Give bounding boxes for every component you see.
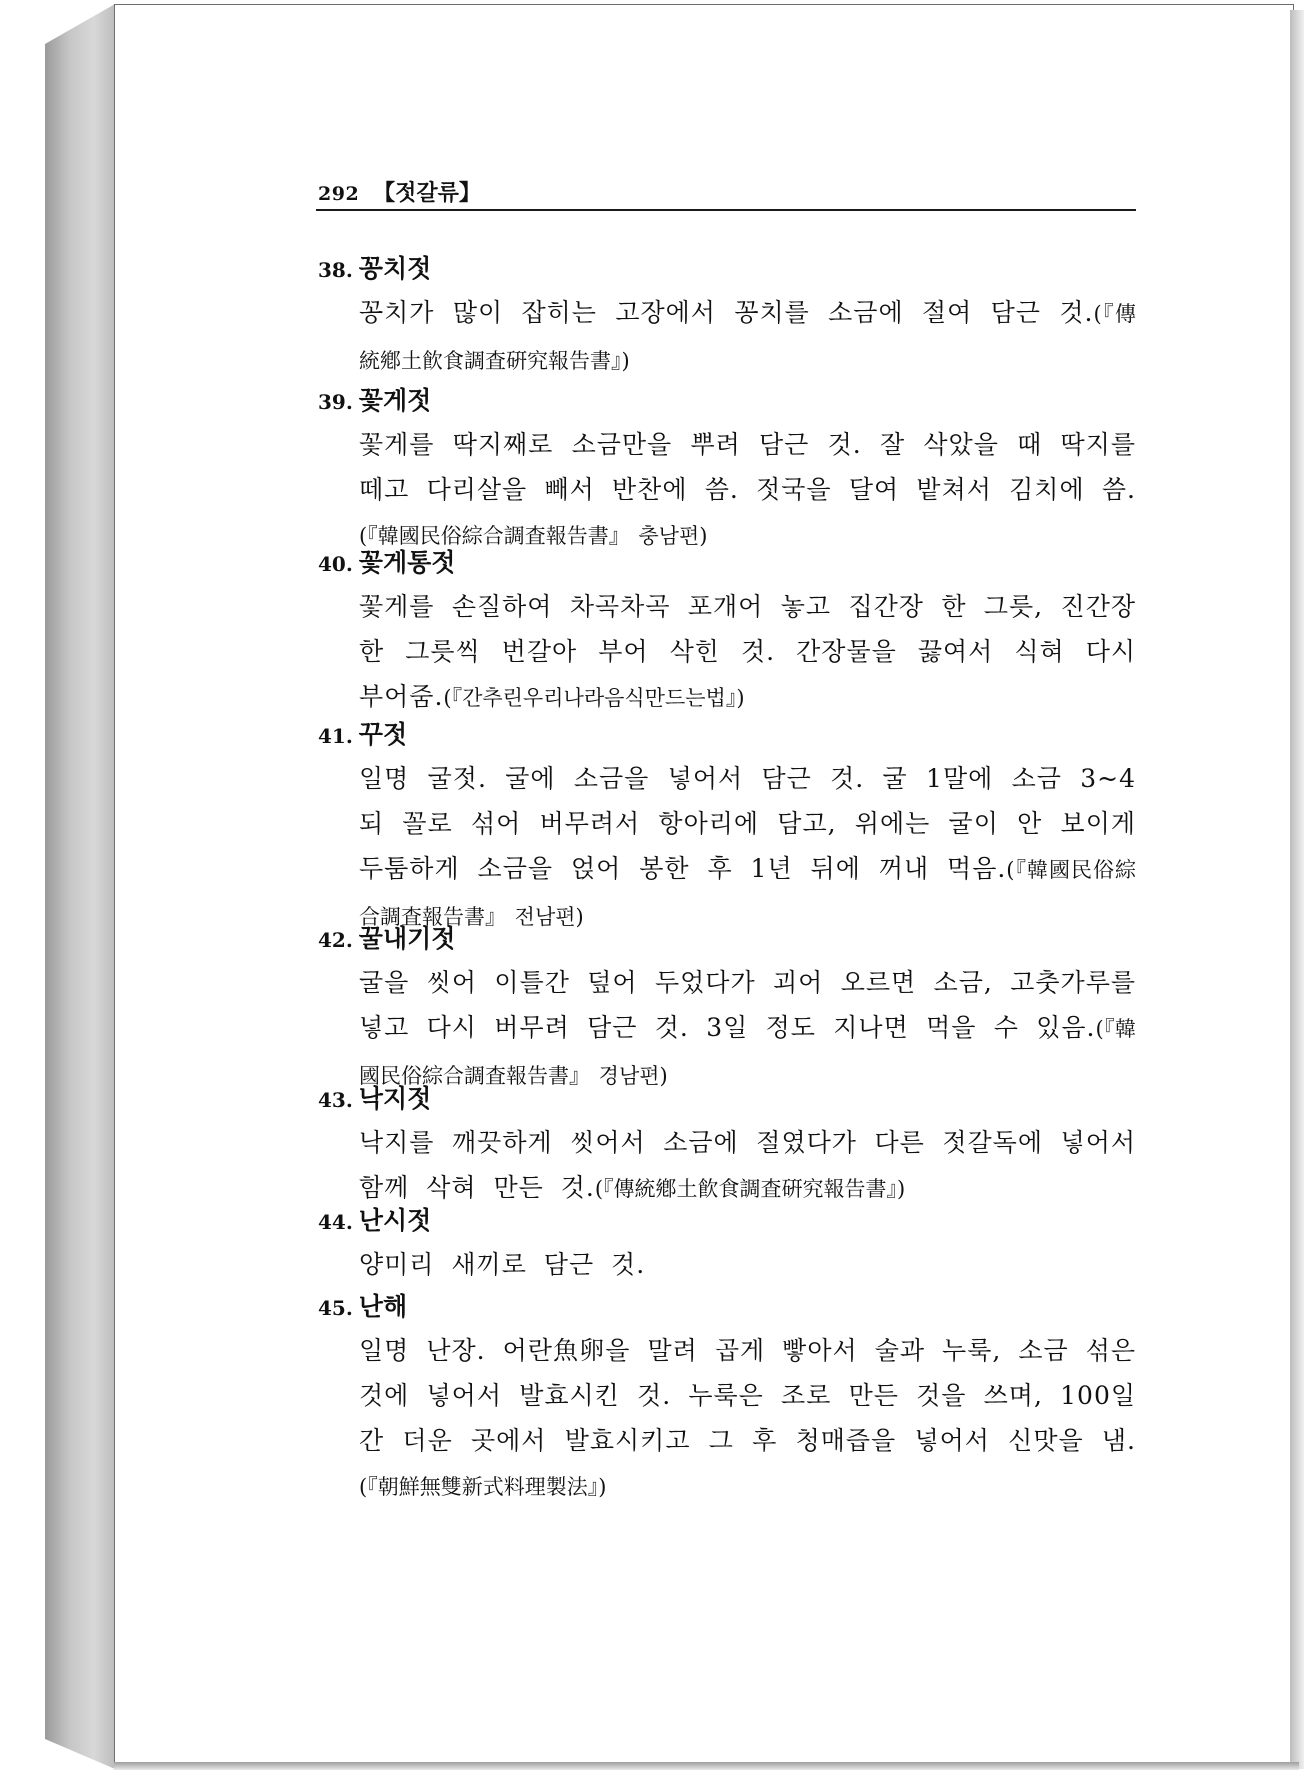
page-bottom-edge xyxy=(114,1762,1299,1770)
entry-title: 꽃게통젓 xyxy=(358,548,456,577)
source-citation: (『간추린우리나라음식만드는법』) xyxy=(443,686,745,710)
entry-heading xyxy=(318,542,1136,584)
entry-heading xyxy=(318,1286,1136,1328)
entry-title: 꾸젓 xyxy=(358,720,408,749)
page-number: 292 xyxy=(318,183,360,205)
source-citation: (『傳統鄕土飮食調査硏究報告書』) xyxy=(359,302,1136,373)
entry-definition xyxy=(359,1120,1136,1200)
source-citation: (『傳統鄕土飮食調査硏究報告書』) xyxy=(594,1177,906,1201)
definition-text: 양미리 새끼로 담근 것. xyxy=(359,1250,646,1279)
entry-number: 41. xyxy=(318,724,353,748)
page-edge-shadow xyxy=(1290,10,1304,1769)
definition-text: 일명 굴젓. 굴에 소금을 넣어서 담근 것. 굴 1말에 소금 3~4되 꼴로 섞어 버무려서 항아리에 담고, 위에는 굴이 안 보이게 두툼하게 소금을 얹어 봉한 후 1년 뒤에 꺼내 먹음. xyxy=(359,764,1136,883)
entry-number: 38. xyxy=(318,258,353,282)
entry-number: 43. xyxy=(318,1088,353,1112)
entry-definition xyxy=(359,422,1136,548)
source-citation: (『韓國民俗綜合調査報告書』 경남편) xyxy=(359,1017,1136,1088)
definition-text: 낙지를 깨끗하게 씻어서 소금에 절였다가 다른 젓갈독에 넣어서 함께 삭혀 만든 것. xyxy=(359,1128,1136,1202)
entry-heading xyxy=(318,380,1136,422)
definition-text: 굴을 씻어 이틀간 덮어 두었다가 괴어 오르면 소금, 고춧가루를 넣고 다시 버무려 담근 것. 3일 정도 지나면 먹을 수 있음. xyxy=(359,968,1136,1042)
entry-number: 44. xyxy=(318,1210,353,1234)
entry-39 xyxy=(318,380,1136,548)
entry-title: 난해 xyxy=(358,1292,408,1321)
entry-40 xyxy=(318,542,1136,714)
entry-list xyxy=(318,248,1136,1510)
entry-number: 42. xyxy=(318,928,353,952)
entry-title: 난시젓 xyxy=(358,1206,432,1235)
entry-heading xyxy=(318,918,1136,960)
book-spine-edge xyxy=(45,4,115,1769)
definition-text: 꽃게를 손질하여 차곡차곡 포개어 놓고 집간장 한 그릇, 진간장 한 그릇씩 번갈아 부어 삭힌 것. 간장물을 끓여서 식혀 다시 부어줌. xyxy=(359,592,1136,711)
entry-definition xyxy=(359,1328,1136,1510)
entry-38 xyxy=(318,248,1136,380)
source-citation: (『韓國民俗綜合調査報告書』 충남편) xyxy=(359,524,708,548)
entry-title: 낙지젓 xyxy=(358,1084,432,1113)
entry-title: 꿀내기젓 xyxy=(358,924,456,953)
header-rule xyxy=(316,209,1136,211)
entry-title: 꽃게젓 xyxy=(358,386,432,415)
definition-text: 꽁치가 많이 잡히는 고장에서 꽁치를 소금에 절여 담근 것. xyxy=(359,298,1094,327)
entry-definition xyxy=(359,756,1136,929)
entry-44 xyxy=(318,1200,1136,1286)
entry-definition xyxy=(359,290,1136,380)
entry-title: 꽁치젓 xyxy=(358,254,432,283)
entry-definition xyxy=(359,960,1136,1088)
entry-definition xyxy=(359,1242,1136,1286)
entry-41 xyxy=(318,714,1136,929)
entry-42 xyxy=(318,918,1136,1088)
entry-definition xyxy=(359,584,1136,714)
entry-number: 45. xyxy=(318,1296,353,1320)
running-header xyxy=(318,176,1136,207)
entry-number: 40. xyxy=(318,552,353,576)
entry-number: 39. xyxy=(318,390,353,414)
entry-45 xyxy=(318,1286,1136,1510)
source-citation: (『韓國民俗綜合調査報告書』 전남편) xyxy=(359,858,1136,929)
entry-heading xyxy=(318,248,1136,290)
source-citation: (『朝鮮無雙新式料理製法』) xyxy=(359,1475,607,1499)
definition-text: 일명 난장. 어란魚卵을 말려 곱게 빻아서 술과 누룩, 소금 섞은 것에 넣어서 발효시킨 것. 누룩은 조로 만든 것을 쓰며, 100일간 더운 곳에서 발효시키고 그 후 청매즙을 넣어서 신맛을 냄. xyxy=(359,1336,1136,1455)
definition-text: 꽃게를 딱지째로 소금만을 뿌려 담근 것. 잘 삭았을 때 딱지를 떼고 다리살을 빼서 반찬에 씀. 젓국을 달여 밭쳐서 김치에 씀. xyxy=(359,430,1136,504)
section-title: 【젓갈류】 xyxy=(373,180,481,206)
